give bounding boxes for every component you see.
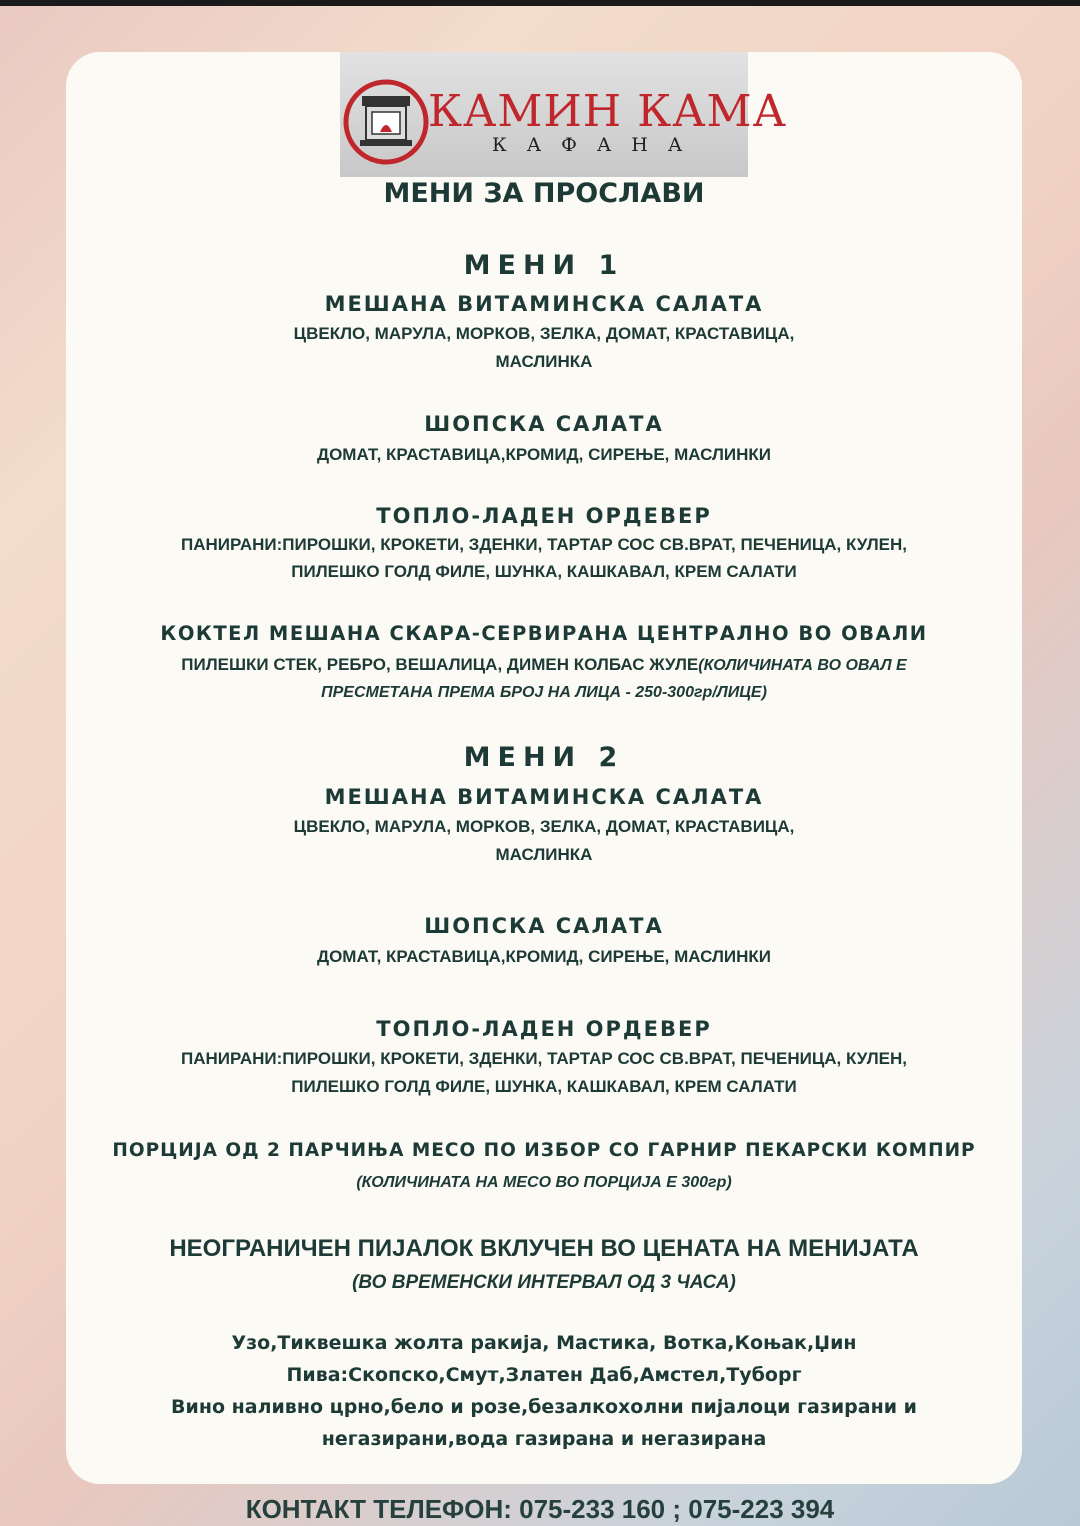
menu1-salad1-desc-2: МАСЛИНКА (495, 352, 593, 371)
logo-name: КАМИН КАМА (428, 86, 787, 137)
menu2-ordever-desc-1: ПАНИРАНИ:ПИРОШКИ, КРОКЕТИ, ЗДЕНКИ, ТАРТАР СОС СВ.ВРАТ, ПЕЧЕНИЦА, КУЛЕН, (181, 1049, 907, 1068)
menu1-grill-name: КОКТЕЛ МЕШАНА СКАРА-СЕРВИРАНА ЦЕНТРАЛНО ВО ОВАЛИ (160, 622, 928, 645)
drinks-line-1: Узо,Тиквешка жолта ракија, Мастика, Вотка,Коњак,Џин (231, 1332, 857, 1354)
drinks-heading: НЕОГРАНИЧЕН ПИЈАЛОК ВКЛУЧЕН ВО ЦЕНАТА НА МЕНИЈАТА (169, 1235, 919, 1262)
menu1-grill-desc-line (66, 655, 1022, 675)
menu1-ordever-desc-2: ПИЛЕШКО ГОЛД ФИЛЕ, ШУНКА, КАШКАВАЛ, КРЕМ САЛАТИ (291, 562, 797, 581)
menu2-ordever-name: ТОПЛО-ЛАДЕН ОРДЕВЕР (376, 1017, 712, 1041)
menu2-salad1-desc-2: МАСЛИНКА (495, 845, 593, 864)
menu2-ordever-desc-2: ПИЛЕШКО ГОЛД ФИЛЕ, ШУНКА, КАШКАВАЛ, КРЕМ САЛАТИ (291, 1077, 797, 1096)
drinks-line-2: Пива:Скопско,Смут,Златен Даб,Амстел,Туборг (286, 1364, 802, 1386)
contact-phone: КОНТАКТ ТЕЛЕФОН: 075-233 160 ; 075-223 394 (245, 1494, 835, 1524)
menu1-ordever-desc-1: ПАНИРАНИ:ПИРОШКИ, КРОКЕТИ, ЗДЕНКИ, ТАРТАР СОС СВ.ВРАТ, ПЕЧЕНИЦА, КУЛЕН, (181, 535, 907, 554)
menu2-portion-note: (КОЛИЧИНАТА НА МЕСО ВО ПОРЦИЈА Е 300гр) (356, 1174, 732, 1191)
menu2-heading: МЕНИ 2 (463, 742, 625, 773)
drinks-note: (ВО ВРЕМЕНСКИ ИНТЕРВАЛ ОД 3 ЧАСА) (352, 1272, 736, 1293)
menu2-portion-name: ПОРЦИЈА ОД 2 ПАРЧИЊА МЕСО ПО ИЗБОР СО ГАРНИР ПЕКАРСКИ КОМПИР (112, 1140, 976, 1161)
drinks-line-4: негазирани,вода газирана и негазирана (321, 1428, 767, 1450)
top-edge-bar (0, 0, 1080, 6)
drinks-line-3: Вино наливно црно,бело и розе,безалкохолни пијалоци газирани и (171, 1396, 917, 1418)
logo-subtitle: КАФАНА (492, 134, 703, 156)
menu1-salad2-name: ШОПСКА САЛАТА (424, 412, 664, 436)
menu1-heading: МЕНИ 1 (463, 250, 625, 281)
restaurant-logo (340, 52, 787, 177)
menu2-salad1-desc-1: ЦВЕКЛО, МАРУЛА, МОРКОВ, ЗЕЛКА, ДОМАТ, КРАСТАВИЦА, (293, 817, 795, 836)
menu1-grill-desc: ПИЛЕШКИ СТЕК, РЕБРО, ВЕШАЛИЦА, ДИМЕН КОЛБАС ЖУЛЕ (181, 655, 699, 674)
page-title: МЕНИ ЗА ПРОСЛАВИ (383, 178, 705, 209)
menu1-salad2-desc: ДОМАТ, КРАСТАВИЦА,КРОМИД, СИРЕЊЕ, МАСЛИНКИ (316, 445, 772, 464)
menu1-grill-note-1: (КОЛИЧИНАТА ВО ОВАЛ Е (698, 657, 907, 674)
menu2-salad2-name: ШОПСКА САЛАТА (424, 914, 664, 938)
menu2-salad2-desc: ДОМАТ, КРАСТАВИЦА,КРОМИД, СИРЕЊЕ, МАСЛИНКИ (316, 947, 772, 966)
menu1-ordever-name: ТОПЛО-ЛАДЕН ОРДЕВЕР (376, 504, 712, 528)
menu1-salad1-desc-1: ЦВЕКЛО, МАРУЛА, МОРКОВ, ЗЕЛКА, ДОМАТ, КРАСТАВИЦА, (293, 324, 795, 343)
menu2-salad1-name: МЕШАНА ВИТАМИНСКА САЛАТА (324, 785, 764, 809)
menu1-salad1-name: МЕШАНА ВИТАМИНСКА САЛАТА (324, 292, 764, 316)
menu1-grill-note-2: ПРЕСМЕТАНА ПРЕМА БРОЈ НА ЛИЦА - 250-300гр/ЛИЦЕ) (321, 684, 767, 701)
